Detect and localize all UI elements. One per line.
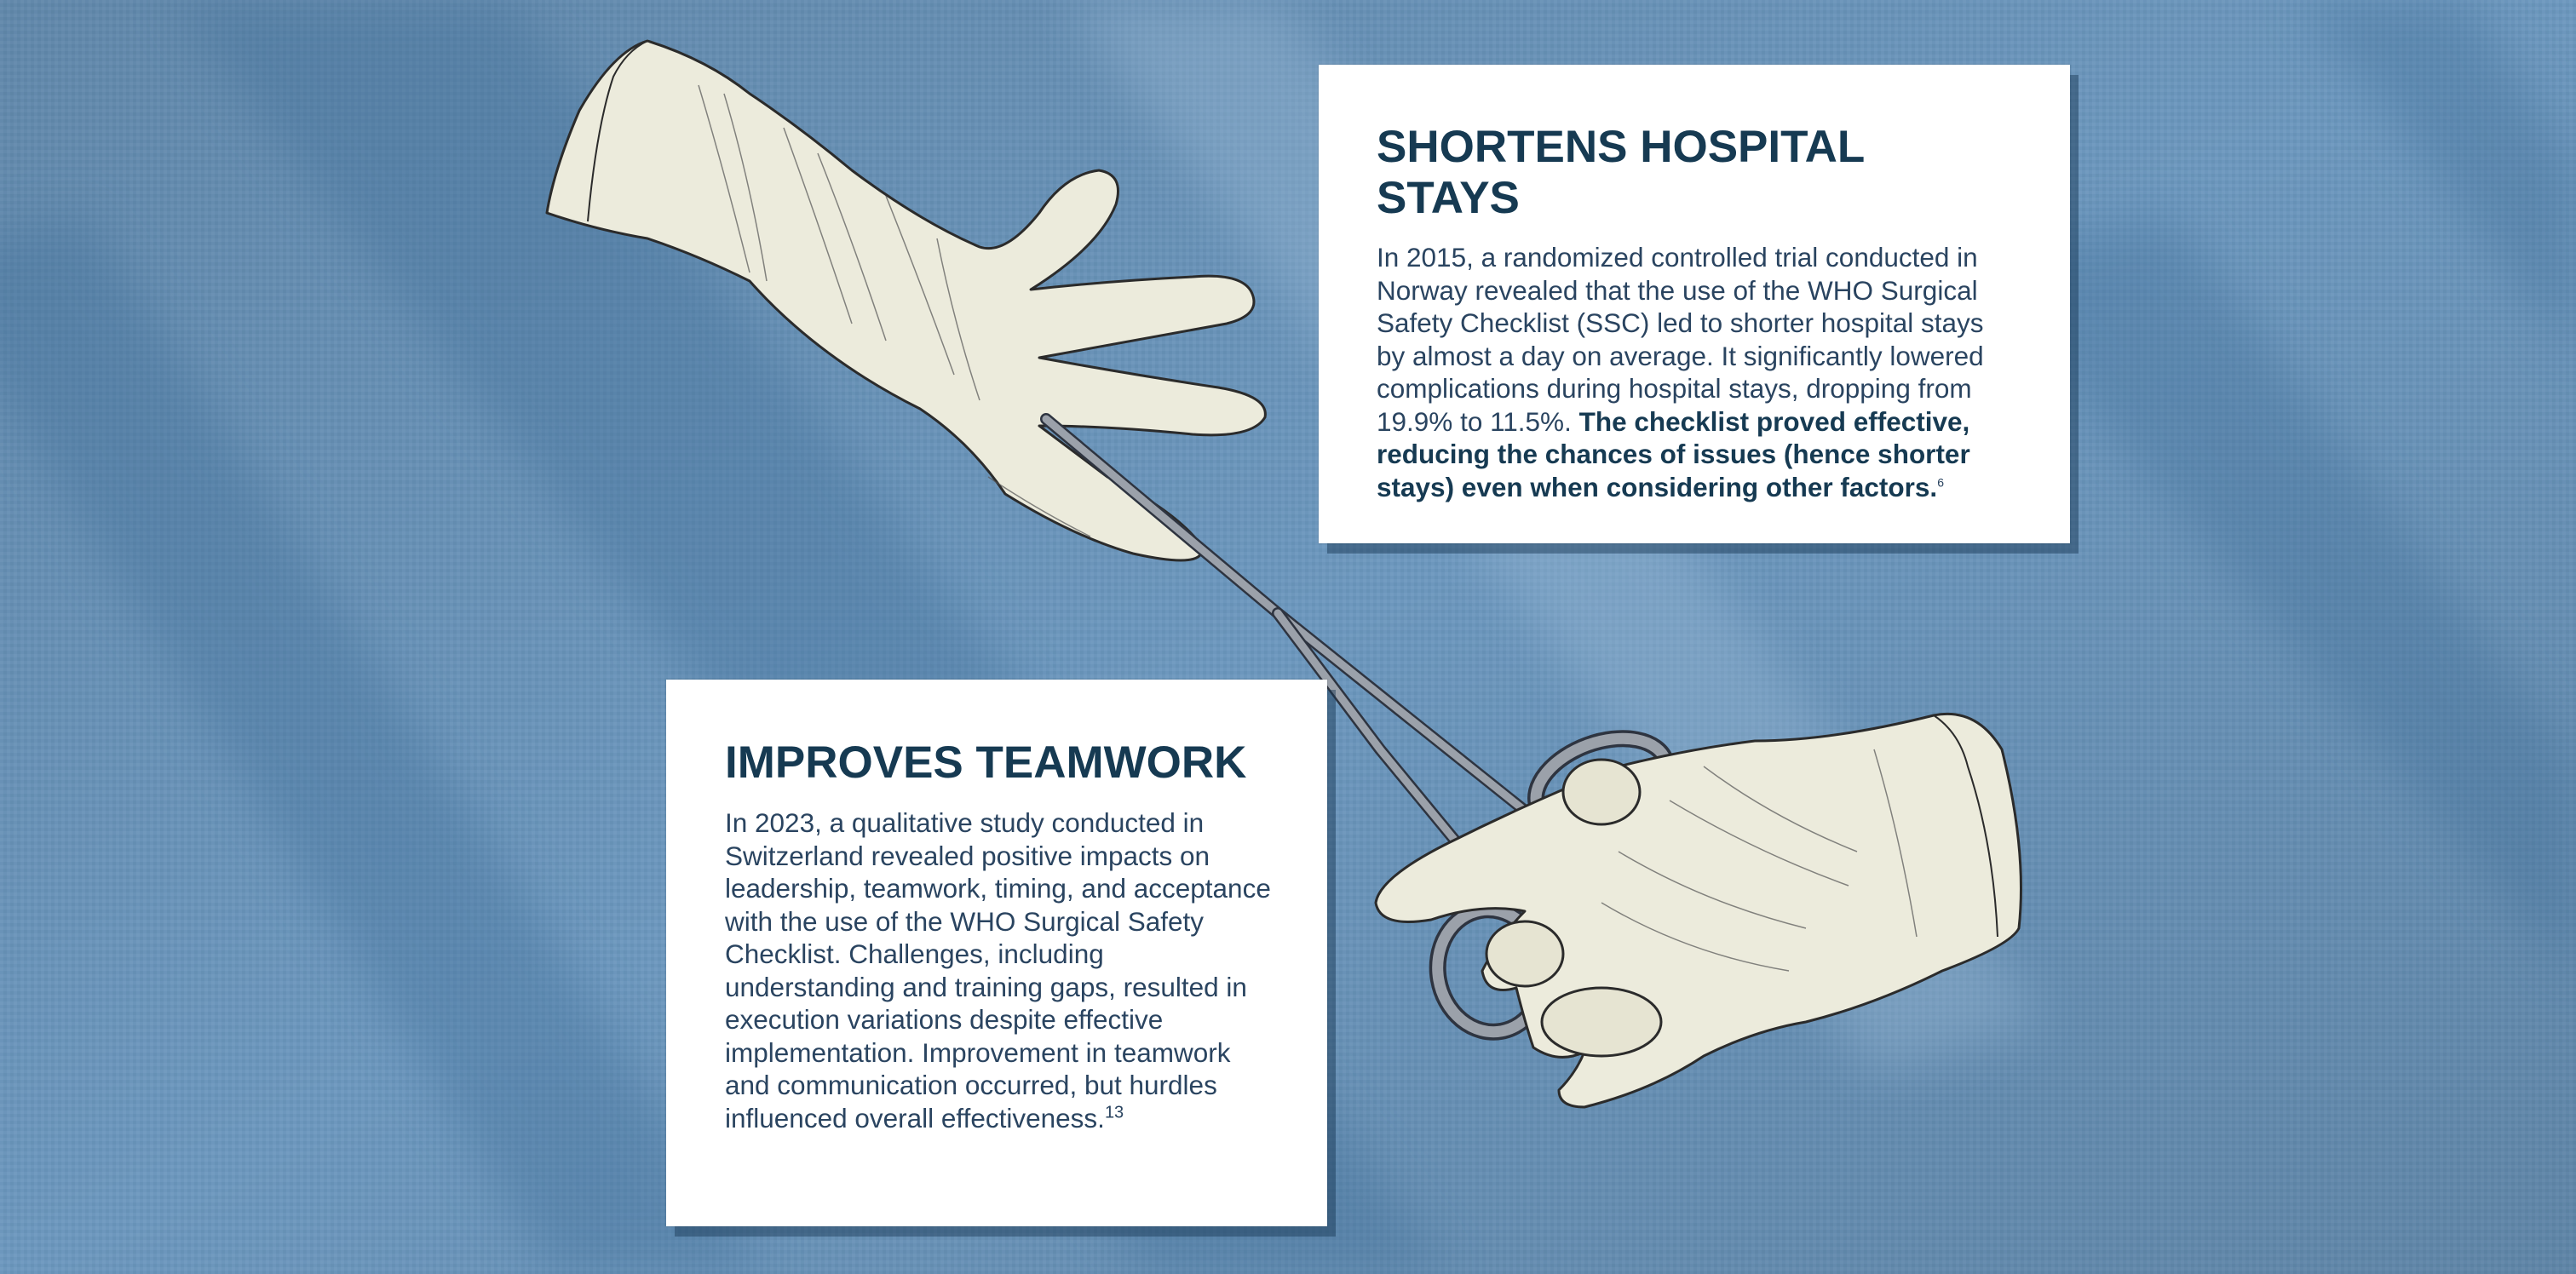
card-body-emphasis: The checklist proved effective, reducing the chances of issues (hence shorter stays) even when considering other factors.: [1377, 405, 1970, 502]
upper-glove: [547, 41, 1265, 560]
card-title: SHORTENS HOSPITAL STAYS: [1377, 122, 1865, 223]
shortens-hospital-stays-card: [1319, 65, 2070, 543]
citation-marker: 13: [1104, 1103, 1124, 1122]
card-body: [1377, 241, 2019, 503]
card-body-text: In 2015, a randomized controlled trial conducted in Norway revealed that the use of the WHO Surgical Safety Checklist (SSC) led to shorter hospital stays by almost a day on average. It significantly lowered complications during hospital stays, dropping from 19.9% to 11.5%.: [1377, 242, 1984, 437]
citation-marker: 6: [1937, 475, 1944, 489]
improves-teamwork-card: [666, 680, 1327, 1226]
card-title: IMPROVES TEAMWORK: [725, 737, 1247, 788]
card-body: [725, 806, 1276, 1134]
card-body-text: In 2023, a qualitative study conducted in Switzerland revealed positive impacts on leadership, teamwork, timing, and acceptance with the use of the WHO Surgical Safety Checklist. Challenges, including understanding and training gaps, resulted in execution variations despite effective implementation. Improvement in teamwork and communication occurred, but hurdles influenced overall effectiveness.: [725, 807, 1271, 1133]
